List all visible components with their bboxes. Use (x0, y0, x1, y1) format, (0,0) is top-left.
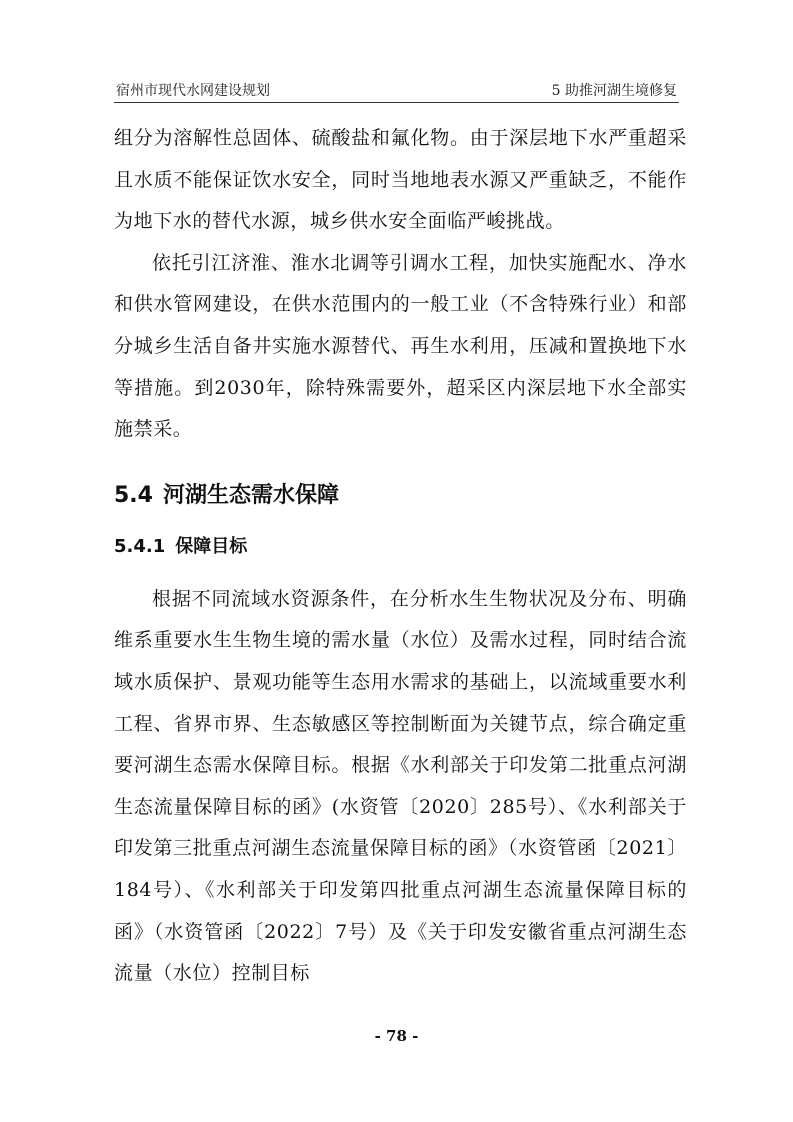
header-chapter-title: 5 助推河湖生境修复 (551, 83, 677, 99)
page-header (114, 80, 679, 102)
subsection-heading (114, 529, 687, 565)
paragraph-1: 组分为溶解性总固体、硫酸盐和氟化物。由于深层地下水严重超采且水质不能保证饮水安全，同时当地地表水源又严重缺乏，不能作为地下水的替代水源，城乡供水安全面临严峻挑战。 (114, 127, 687, 233)
subsection-number: 5.4.1 (114, 535, 166, 557)
page-body (114, 118, 687, 995)
header-document-title: 宿州市现代水网建设规划 (116, 83, 270, 99)
section-heading (114, 473, 687, 519)
paragraph-3: 根据不同流域水资源条件，在分析水生生物状况及分布、明确维系重要水生生物生境的需水量（水位）及需水过程，同时结合流域水质保护、景观功能等生态用水需求的基础上，以流域重要水利工程、省界市界、生态敏感区等控制断面为关键节点，综合确定重要河湖生态需水保障目标。根据《水利部关于印发第二批重点河湖生态流量保障目标的函》(水资管〔2020〕285号）、《水利部关于印发第三批重点河湖生态流量保障目标的函》（水资管函〔2021〕184号）、《水利部关于印发第四批重点河湖生态流量保障目标的函》（水资管函〔2022〕7号）及《关于印发安徽省重点河湖生态流量（水位）控制目标 (114, 587, 687, 985)
page-number: - 78 - (374, 1027, 419, 1045)
subsection-title: 保障目标 (175, 535, 248, 557)
section-title: 河湖生态需水保障 (162, 482, 339, 508)
header-rule (114, 102, 679, 103)
section-number: 5.4 (114, 482, 153, 508)
paragraph-2: 依托引江济淮、淮水北调等引调水工程，加快实施配水、净水和供水管网建设，在供水范围内的一般工业（不含特殊行业）和部分城乡生活自备井实施水源替代、再生水利用，压减和置换地下水等措施。到2030年，除特殊需要外，超采区内深层地下水全部实施禁采。 (114, 251, 687, 441)
